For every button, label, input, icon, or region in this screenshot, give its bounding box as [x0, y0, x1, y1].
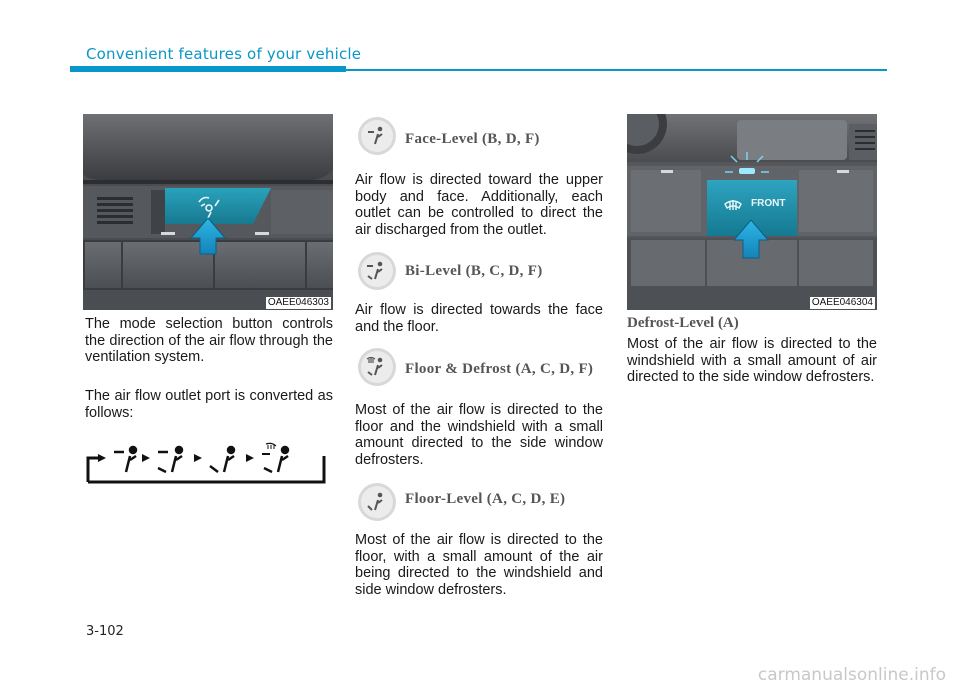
floor-defrost-text: Most of the air flow is directed to the floor and the windshield with a small amount directed to the side window defrosters.: [355, 402, 603, 468]
floor-defrost-heading: Floor & Defrost (A, C, D, F): [405, 361, 594, 377]
bi-level-sequence-icon: [158, 447, 182, 472]
face-level-heading: Face-Level (B, D, F): [405, 131, 540, 147]
floor-level-icon: [357, 482, 397, 522]
left-photo-code: OAEE046303: [267, 297, 329, 308]
mode-sequence-diagram: [84, 440, 334, 484]
bi-level-heading: Bi-Level (B, C, D, F): [405, 263, 543, 279]
floor-level-heading: Floor-Level (A, C, D, E): [405, 491, 566, 507]
face-level-icon: [357, 116, 397, 156]
console-illustration-right: [627, 114, 877, 310]
floor-defrost-sequence-icon: [262, 443, 288, 472]
bi-level-text: Air flow is directed towards the face and the floor.: [355, 302, 603, 335]
outlet-conversion-paragraph: The air flow outlet port is converted as follows:: [85, 388, 333, 421]
sequence-arrow-4: [246, 454, 254, 462]
watermark: carmanualsonline.info: [757, 665, 946, 685]
right-photo-code: OAEE046304: [811, 297, 873, 308]
header-rule: [346, 69, 887, 71]
page-number: 3-102: [86, 624, 124, 639]
defrost-level-text: Most of the air flow is directed to the windshield with a small amount of air directed to the side window defrosters.: [627, 336, 877, 385]
sequence-arrow-1: [98, 454, 106, 462]
console-illustration-left: [83, 114, 333, 310]
face-level-text: Air flow is directed toward the upper body and face. Additionally, each outlet can be controlled to direct the air discharged from the outlet.: [355, 172, 603, 238]
bi-level-icon: [357, 251, 397, 291]
floor-defrost-icon: [357, 347, 397, 387]
sequence-arrow-3: [194, 454, 202, 462]
right-console-photo: [627, 114, 877, 310]
header-accent-bar: [70, 66, 346, 72]
mode-button-paragraph: The mode selection button controls the direction of the air flow through the ventilation system.: [85, 316, 333, 365]
sequence-arrow-2: [142, 454, 150, 462]
face-level-sequence-icon: [114, 447, 136, 472]
section-title: Convenient features of your vehicle: [86, 45, 362, 63]
left-console-photo: [83, 114, 333, 310]
floor-level-text: Most of the air flow is directed to the floor, with a small amount of the air being directed to the windshield and side window defrosters.: [355, 532, 603, 598]
sequence-bracket: [88, 456, 324, 482]
floor-level-sequence-icon: [210, 447, 234, 472]
front-button-label: FRONT: [751, 198, 786, 209]
defrost-level-heading: Defrost-Level (A): [627, 315, 739, 331]
